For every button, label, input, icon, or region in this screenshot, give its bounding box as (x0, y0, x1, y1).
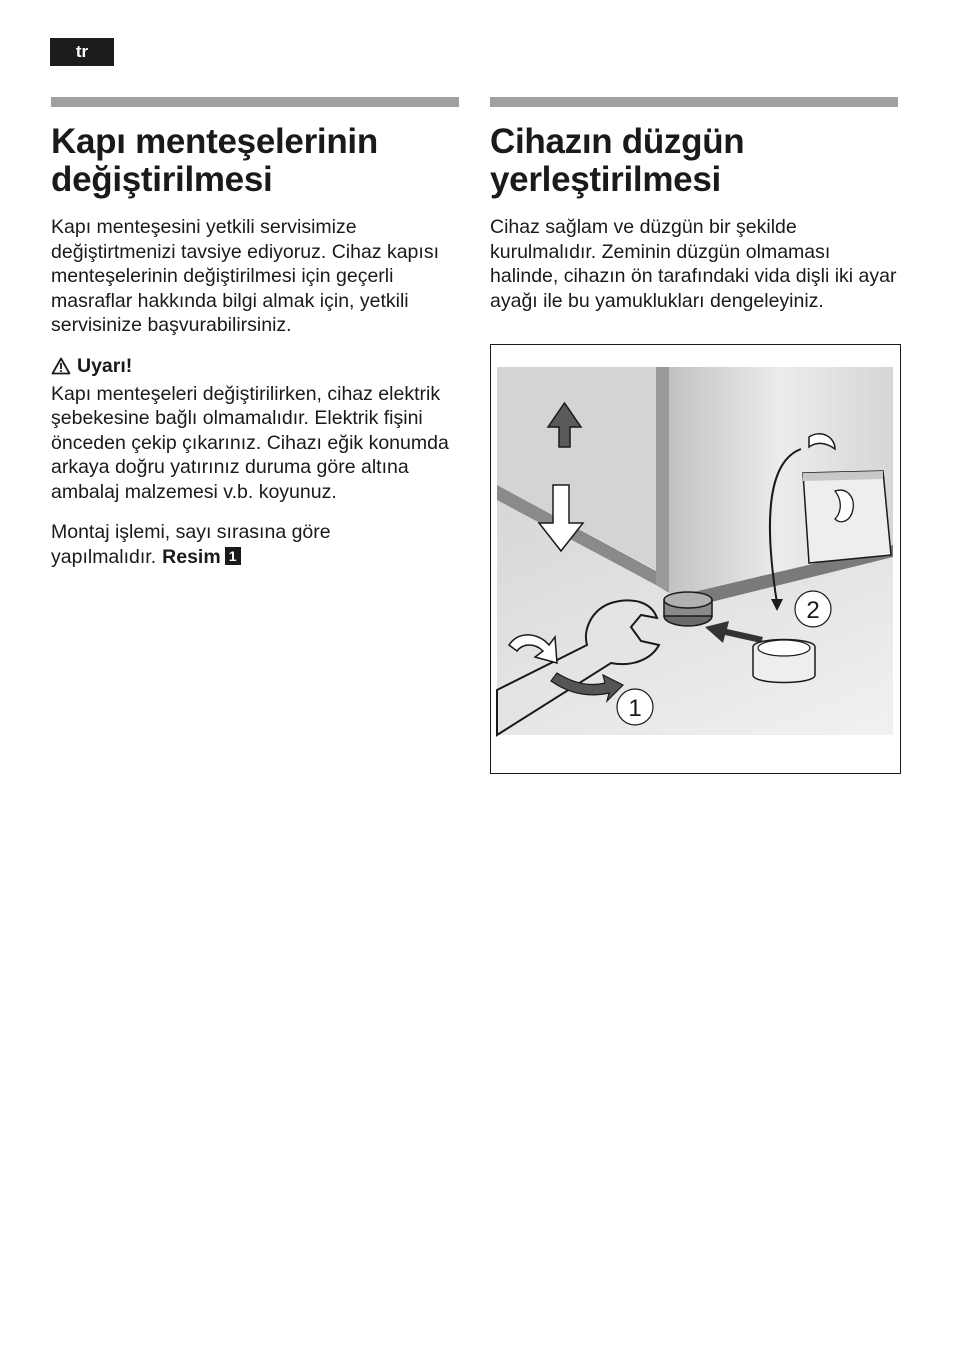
warning-heading (51, 354, 459, 378)
section-door-hinges (51, 97, 459, 569)
figure-ref-number[interactable]: 1 (225, 547, 241, 565)
leveling-figure (490, 344, 901, 774)
leveling-illustration (491, 345, 900, 773)
montage-text: Montaj işlemi, sayı sırasına göre yapılmalıdır. (51, 521, 331, 568)
language-badge: tr (50, 38, 114, 66)
section-leveling (490, 97, 898, 313)
section-rule (490, 97, 898, 107)
step-1-label: 1 (628, 695, 642, 722)
warning-paragraph: Kapı menteşeleri değiştirilirken, cihaz elektrik şebekesine bağlı olmamalıdır. Elektrik fişini önceden çekip çıkarınız. Cihazı eğik konumda arkaya doğru yatırınız duruma göre altına ambalaj malzemesi v.b. koyunuz. (51, 382, 449, 503)
section-title: Kapı menteşelerinin değiştirilmesi (51, 122, 378, 199)
section-rule (51, 97, 459, 107)
intro-paragraph: Kapı menteşesini yetkili servisimize değiştirtmenizi tavsiye ediyoruz. Cihaz kapısı menteşelerinin değiştirilmesi için geçerli masraflar hakkında bilgi almak için, yetkili servisinize başvurabilirsiniz. (51, 216, 439, 336)
leveling-foot-top (664, 592, 712, 608)
foot-cover-top (758, 640, 810, 656)
warning-icon (51, 357, 71, 375)
section-title: Cihazın düzgün yerleştirilmesi (490, 122, 745, 199)
figure-ref-label[interactable]: Resim (162, 545, 221, 568)
montage-paragraph (51, 520, 459, 569)
warning-title: Uyarı! (77, 354, 133, 377)
leveling-paragraph: Cihaz sağlam ve düzgün bir şekilde kurulmalıdır. Zeminin düzgün olmaması halinde, cihazın ön tarafındaki vida dişli iki ayar ayağı ile bu yamuklukları dengeleyiniz. (490, 216, 897, 312)
cabinet-edge (656, 367, 669, 593)
step-2-label: 2 (806, 597, 820, 624)
